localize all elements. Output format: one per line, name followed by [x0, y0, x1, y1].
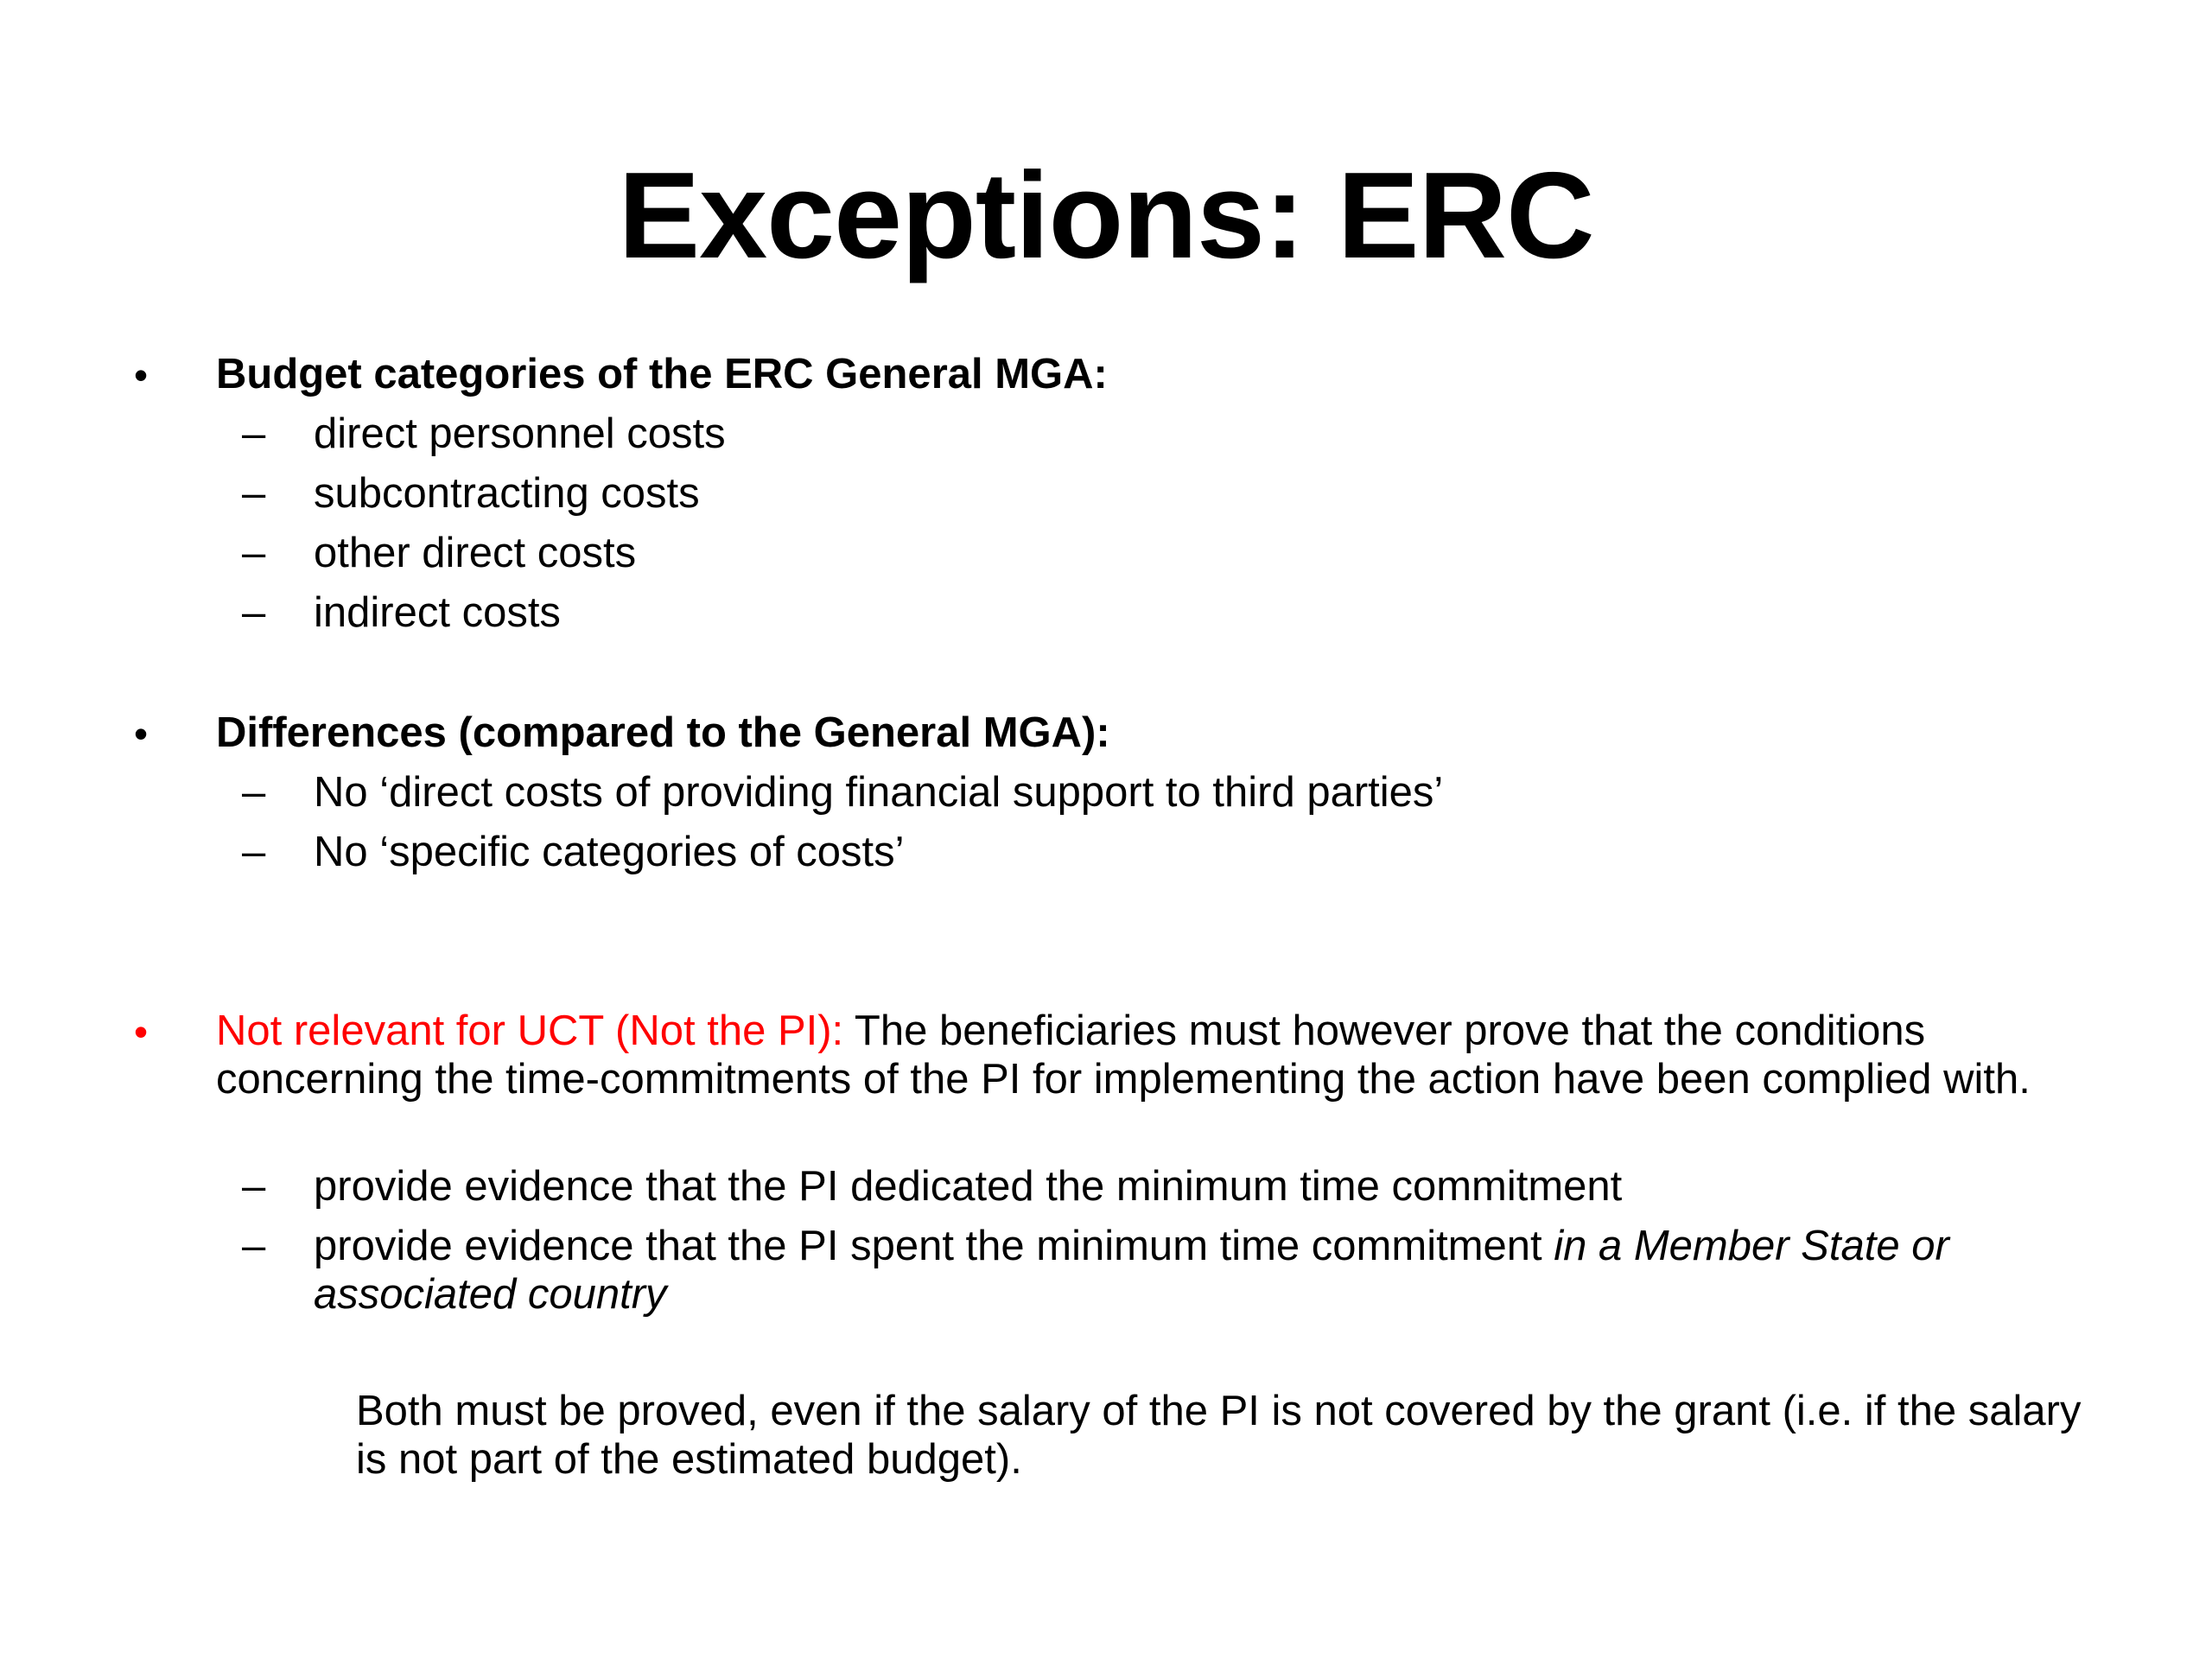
- bullet-body-text: The beneficiaries must however prove that the conditions concerning the time-commitments of the PI for implementing the action have been complied with.: [216, 1007, 2031, 1103]
- dash-marker: –: [242, 410, 266, 457]
- bullet-marker: •: [134, 353, 149, 397]
- sub-item-text: provide evidence that the PI dedicated the minimum time commitment: [314, 1163, 1623, 1210]
- sub-item-text: No ‘specific categories of costs’: [314, 829, 905, 875]
- bullet-paragraph: [216, 1007, 2117, 1103]
- dash-marker: –: [242, 1163, 266, 1210]
- highlight-text: Not relevant for UCT (Not the PI):: [216, 1007, 844, 1054]
- sub-item-text: [314, 1222, 2085, 1319]
- dash-marker: –: [242, 589, 266, 636]
- dash-marker: –: [242, 769, 266, 816]
- dash-marker: –: [242, 829, 266, 875]
- sub-item-text: No ‘direct costs of providing financial support to third parties’: [314, 769, 1444, 816]
- sub-item-italic-text: in a Member State or associated country: [314, 1223, 1949, 1318]
- dash-marker: –: [242, 470, 266, 517]
- bullet-marker: •: [134, 711, 149, 756]
- sub-item-text: subcontracting costs: [314, 470, 700, 517]
- dash-marker: –: [242, 1223, 266, 1269]
- bullet-heading: Differences (compared to the General MGA):: [216, 709, 1110, 756]
- sub-item-text: direct personnel costs: [314, 410, 726, 457]
- bullet-marker: •: [134, 1009, 149, 1054]
- sub-item-text: other direct costs: [314, 530, 637, 576]
- slide-title: Exceptions: ERC: [618, 147, 1594, 284]
- sub-item-plain-text: provide evidence that the PI spent the minimum time commitment: [314, 1223, 1554, 1269]
- sub-item-text: indirect costs: [314, 589, 561, 636]
- closing-note: Both must be proved, even if the salary of the PI is not covered by the grant (i.e. if the salary is not part of the estimated budget).: [356, 1388, 2082, 1483]
- bullet-heading: Budget categories of the ERC General MGA:: [216, 351, 1108, 397]
- dash-marker: –: [242, 530, 266, 576]
